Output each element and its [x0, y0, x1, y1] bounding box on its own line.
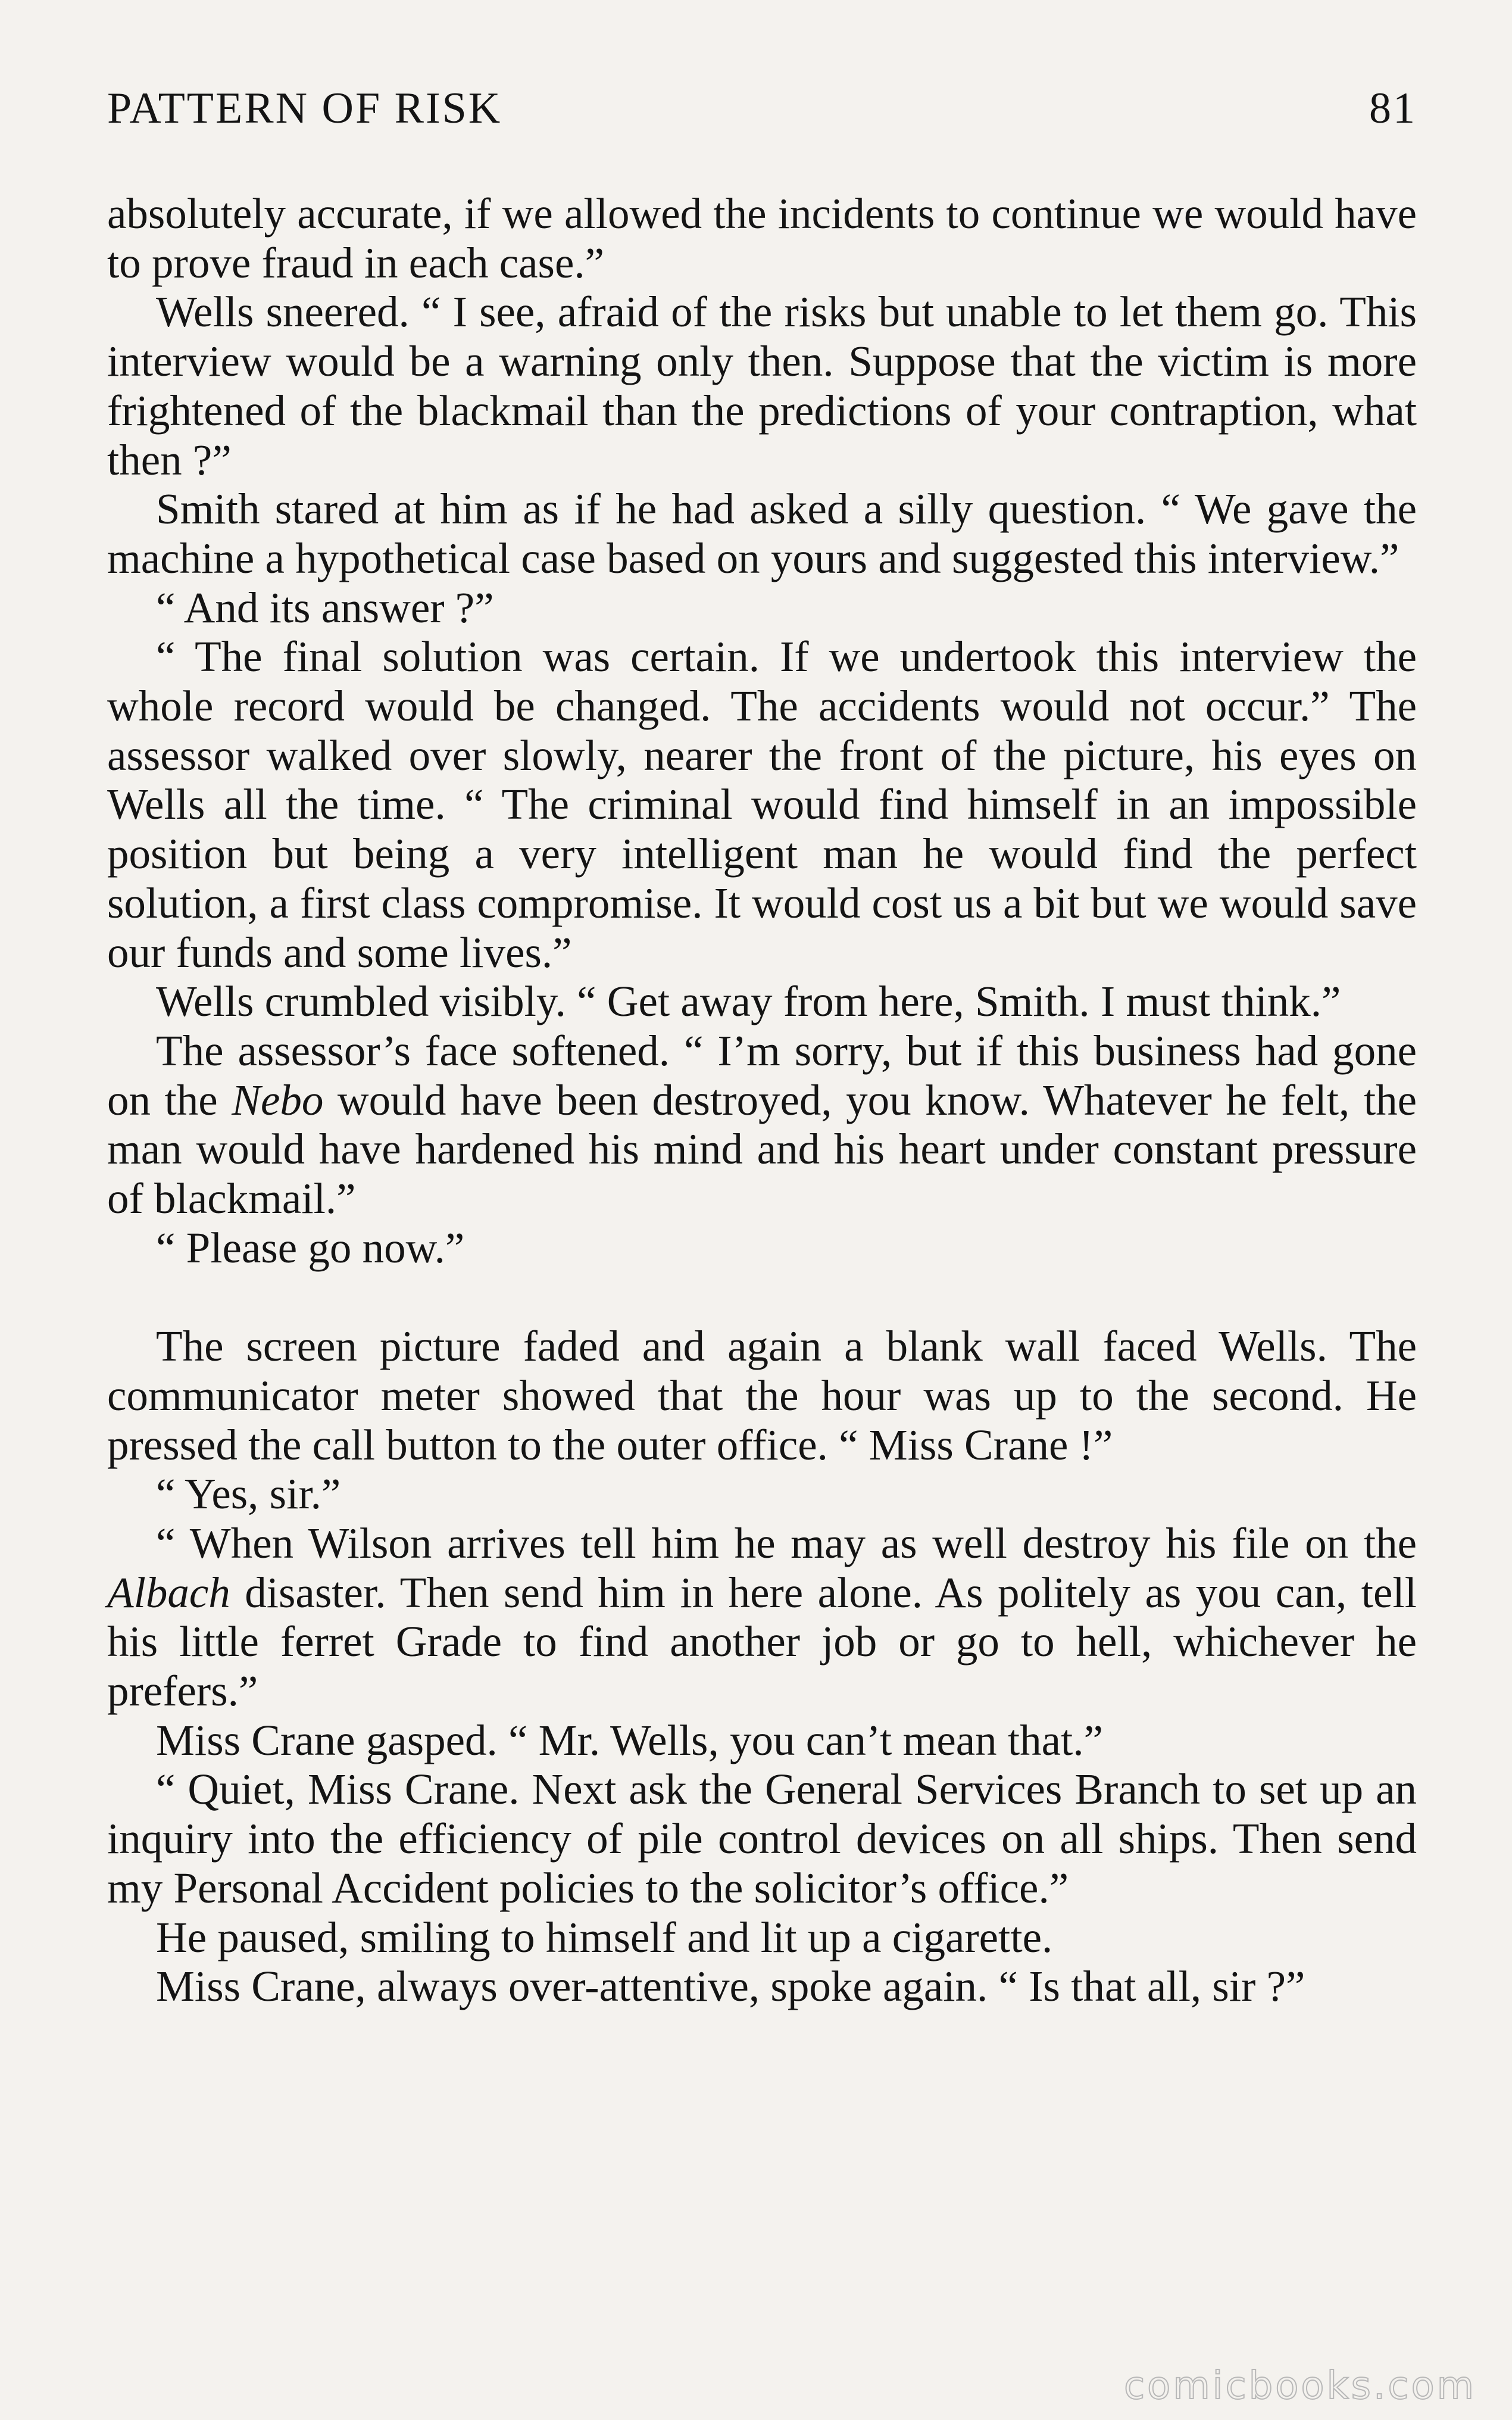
paragraph: Wells crumbled visibly. “ Get away from here, Smith. I must think.” — [156, 977, 1341, 1026]
paragraph: “ Yes, sir.” — [156, 1470, 341, 1518]
paragraph: “ Please go now.” — [156, 1223, 465, 1272]
paragraph: “ Quiet, Miss Crane. Next ask the General Services Branch to set up an inquiry into the efficiency of pile control devices on all ships. Then send my Personal Accident policies to the solicitor’s office.” — [107, 1765, 1417, 1912]
running-title: PATTERN OF RISK — [107, 84, 502, 133]
paragraph-continued: absolutely accurate, if we allowed the incidents to continue we would have to prove fraud in each case.” — [107, 189, 1417, 287]
paragraph-section-start: The screen picture faded and again a blank wall faced Wells. The communicator meter showed that the hour was up to the second. He pressed the call button to the outer office. “ Miss Crane !” — [107, 1322, 1417, 1469]
paragraph-text: would have been destroyed, you know. Whatever he felt, the man would have hardened his mind and his heart under constant pressure of blackmail.” — [107, 1075, 1417, 1223]
paragraph: “ The final solution was certain. If we undertook this interview the whole record would be changed. The accidents would not occur.” The assessor walked over slowly, nearer the front of the picture, his eyes on Wells all the time. “ The criminal would find himself in an impossible position but being a very intelligent man he would find the perfect solution, a first class compromise. It would cost us a bit but we would save our funds and some lives.” — [107, 632, 1417, 977]
watermark-logo: comicbooks.com — [1123, 2364, 1476, 2408]
body-text — [107, 189, 1417, 2012]
paragraph: “ And its answer ?” — [156, 583, 494, 632]
paragraph — [107, 1519, 1417, 1716]
ship-name-italic: Albach — [107, 1568, 230, 1617]
running-head — [107, 83, 1417, 149]
paragraph: Miss Crane gasped. “ Mr. Wells, you can’t mean that.” — [156, 1716, 1103, 1764]
paragraph: Smith stared at him as if he had asked a silly question. “ We gave the machine a hypothetical case based on yours and suggested this interview.” — [107, 485, 1417, 582]
paragraph: Wells sneered. “ I see, afraid of the risks but unable to let them go. This interview would be a warning only then. Suppose that the victim is more frightened of the blackmail than the predictions of your contraption, what then ?” — [107, 288, 1417, 484]
paragraph: He paused, smiling to himself and lit up a cigarette. — [156, 1913, 1053, 1961]
ship-name-italic: Nebo — [232, 1075, 324, 1124]
paragraph: Miss Crane, always over-attentive, spoke again. “ Is that all, sir ?” — [156, 1962, 1305, 2011]
paragraph — [107, 1027, 1417, 1224]
paragraph-text: “ When Wilson arrives tell him he may as well destroy his file on the — [156, 1518, 1417, 1567]
paragraph-text: disaster. Then send him in here alone. As politely as you can, tell his little ferret Grade to find another job or go to hell, whichever he prefers.” — [107, 1568, 1417, 1716]
paragraph-text: The assessor’s face softened. “ I’m sorry, but if this business had gone on the — [107, 1026, 1417, 1124]
page-number: 81 — [1369, 84, 1417, 133]
